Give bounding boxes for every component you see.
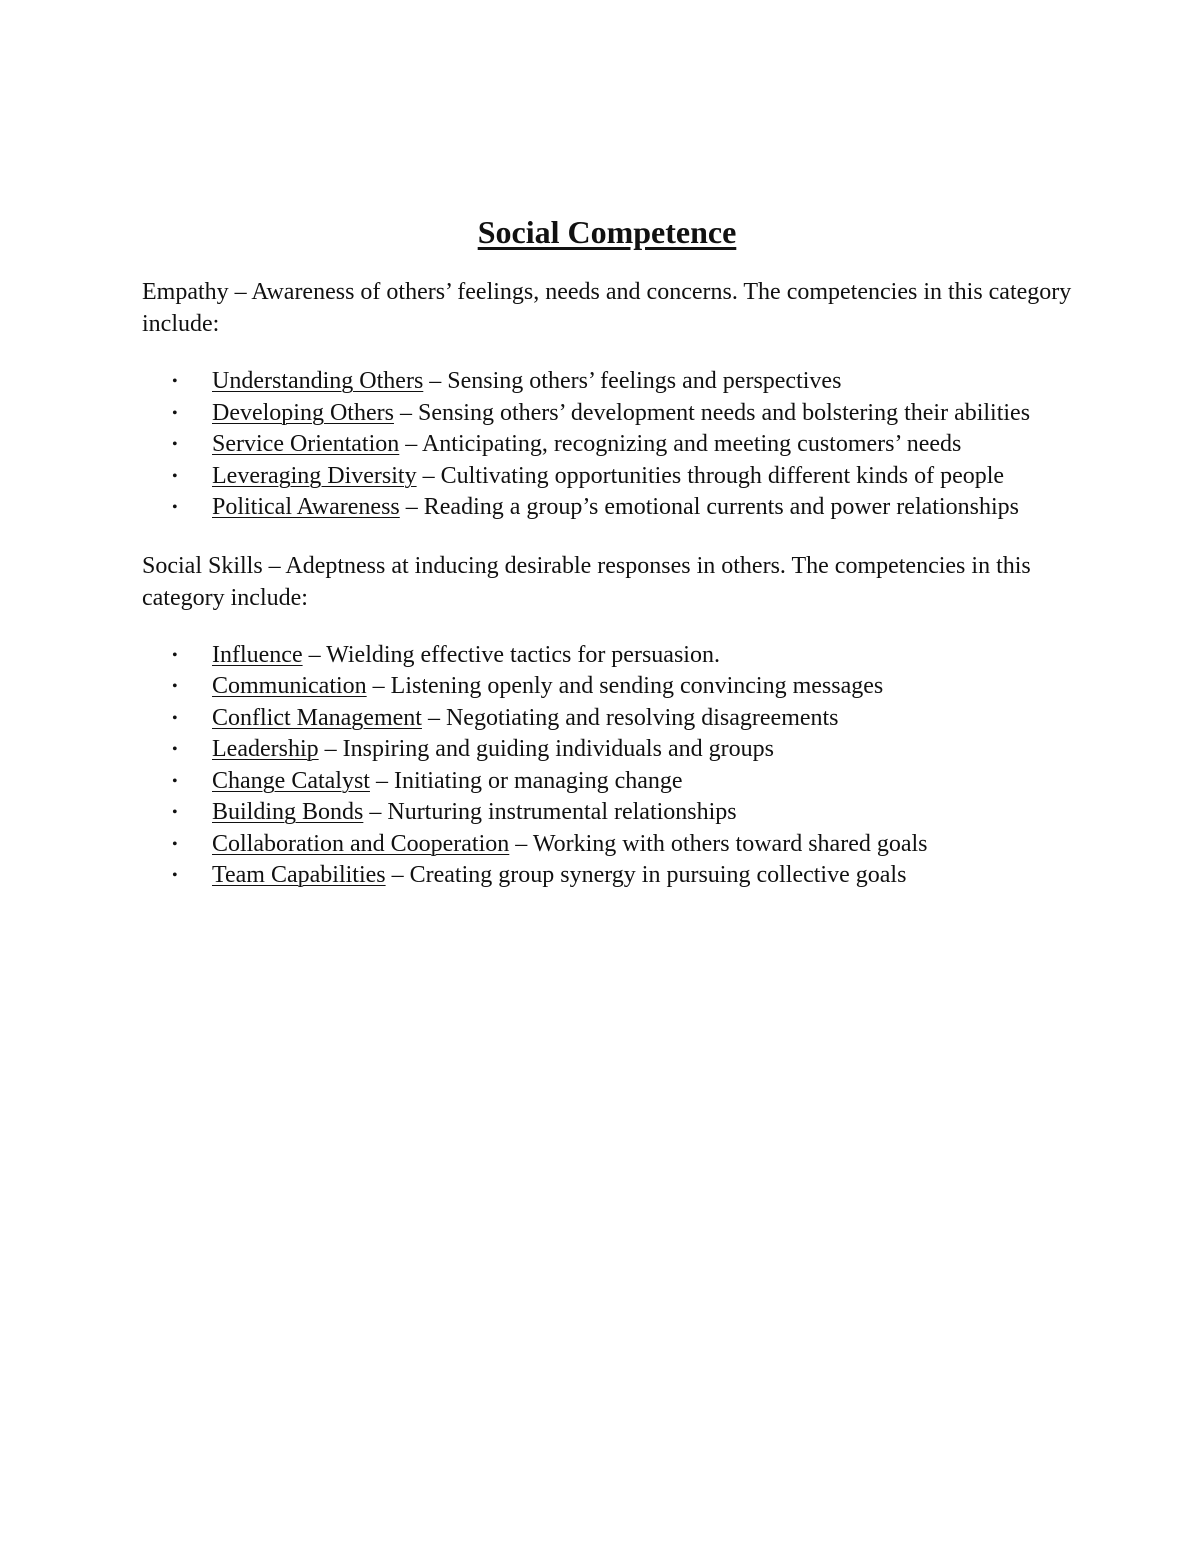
competency-description: – Sensing others’ development needs and bolstering their abilities: [393, 399, 1031, 426]
competency-term: Service Orientation: [212, 431, 400, 457]
bullet-icon: •: [172, 709, 178, 727]
competency-description: – Negotiating and resolving disagreements: [421, 704, 839, 731]
competency-term: Political Awareness: [212, 494, 400, 520]
list-item: [142, 829, 1072, 861]
competency-description: – Sensing others’ feelings and perspectives: [423, 368, 842, 394]
competency-term: Influence: [212, 641, 303, 668]
competency-term: Change Catalyst: [212, 767, 370, 794]
list-item: [142, 860, 1072, 892]
bullet-icon: •: [172, 499, 178, 516]
list-item: [142, 429, 1072, 461]
bullet-icon: •: [172, 436, 178, 453]
competency-description: – Initiating or managing change: [369, 767, 683, 794]
competency-description: – Reading a group’s emotional currents and power relationships: [399, 494, 1019, 520]
competency-term: Leveraging Diversity: [212, 462, 417, 489]
list-item: [142, 797, 1072, 829]
competency-description: – Wielding effective tactics for persuasion.: [302, 641, 720, 668]
competency-description: – Anticipating, recognizing and meeting customers’ needs: [399, 431, 962, 457]
list-item: [142, 640, 1072, 672]
list-item: [142, 461, 1072, 493]
social-skills-list: [142, 640, 1072, 892]
list-item: [142, 671, 1072, 703]
competency-description: – Listening openly and sending convincing messages: [366, 673, 884, 699]
competency-term: Building Bonds: [212, 799, 364, 825]
bullet-icon: •: [172, 835, 178, 853]
page-title: Social Competence: [477, 214, 737, 250]
list-item: [142, 734, 1072, 766]
list-item: [142, 703, 1072, 735]
competency-description: – Creating group synergy in pursuing collective goals: [385, 862, 907, 888]
bullet-icon: •: [172, 404, 178, 422]
competency-term: Leadership: [212, 736, 319, 762]
competency-description: – Working with others toward shared goals: [509, 830, 928, 857]
social-skills-intro: Social Skills – Adeptness at inducing desirable responses in others. The competencies in this category include:: [142, 552, 1031, 611]
bullet-icon: •: [172, 467, 178, 485]
bullet-icon: •: [172, 772, 178, 790]
empathy-intro: Empathy – Awareness of others’ feelings, needs and concerns. The competencies in this category include:: [142, 279, 1072, 337]
competency-term: Conflict Management: [212, 704, 422, 731]
competency-description: – Inspiring and guiding individuals and groups: [318, 736, 774, 762]
bullet-icon: •: [172, 373, 178, 390]
competency-term: Collaboration and Cooperation: [212, 830, 510, 857]
competency-description: – Nurturing instrumental relationships: [363, 799, 737, 825]
competency-term: Developing Others: [212, 399, 394, 426]
list-item: [142, 766, 1072, 798]
competency-description: – Cultivating opportunities through different kinds of people: [416, 462, 1005, 489]
bullet-icon: •: [172, 804, 178, 821]
list-item: [142, 366, 1072, 398]
bullet-icon: •: [172, 678, 178, 695]
competency-term: Understanding Others: [212, 368, 424, 394]
competency-term: Communication: [212, 673, 367, 699]
empathy-list: [142, 366, 1072, 524]
bullet-icon: •: [172, 646, 178, 664]
document-content: [142, 208, 1072, 918]
list-item: [142, 398, 1072, 430]
bullet-icon: •: [172, 867, 178, 884]
competency-term: Team Capabilities: [212, 862, 386, 888]
bullet-icon: •: [172, 741, 178, 758]
list-item: [142, 492, 1072, 524]
